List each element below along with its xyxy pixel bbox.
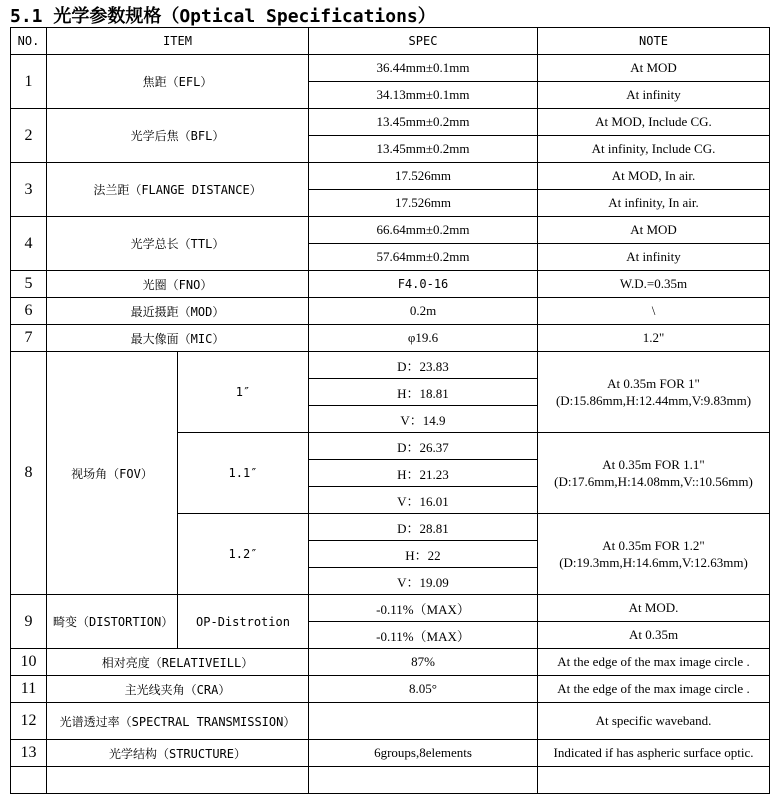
spec-cell: 13.45mm±0.2mm [309, 109, 538, 136]
spec-cell: V：19.09 [309, 568, 538, 595]
table-row [11, 767, 770, 794]
spec-cell: 13.45mm±0.2mm [309, 136, 538, 163]
item-cell: 畸变（DISTORTION） [47, 595, 178, 649]
spec-cell: -0.11%（MAX） [309, 622, 538, 649]
item-cell: 视场角（FOV） [47, 352, 178, 595]
note-cell: W.D.=0.35m [538, 271, 770, 298]
header-note: NOTE [538, 28, 770, 55]
spec-cell: 0.2m [309, 298, 538, 325]
table-row [11, 595, 770, 622]
row-number: 3 [11, 163, 47, 217]
spec-cell [309, 703, 538, 740]
row-number: 7 [11, 325, 47, 352]
item-cell: 光学结构（STRUCTURE） [47, 740, 309, 767]
note-cell [538, 767, 770, 794]
header-no: NO. [11, 28, 47, 55]
spec-cell: 34.13mm±0.1mm [309, 82, 538, 109]
table-row [11, 325, 770, 352]
table-row [11, 163, 770, 190]
item-cell: 法兰距（FLANGE DISTANCE） [47, 163, 309, 217]
spec-cell: V：16.01 [309, 487, 538, 514]
table-row [11, 55, 770, 82]
spec-cell: V：14.9 [309, 406, 538, 433]
optical-specifications-table [10, 27, 770, 794]
item-cell: 光谱透过率（SPECTRAL TRANSMISSION） [47, 703, 309, 740]
spec-cell: H：18.81 [309, 379, 538, 406]
table-header-row [11, 28, 770, 55]
spec-cell: 17.526mm [309, 163, 538, 190]
section-title: 5.1 光学参数规格（Optical Specifications） [10, 6, 436, 27]
note-cell: At MOD, Include CG. [538, 109, 770, 136]
note-line: (D:15.86mm,H:12.44mm,V:9.83mm) [555, 393, 752, 408]
note-cell: Indicated if has aspheric surface optic. [538, 740, 770, 767]
item-cell: 主光线夹角（CRA） [47, 676, 309, 703]
note-cell [538, 433, 770, 514]
note-cell: At the edge of the max image circle . [538, 649, 770, 676]
row-number: 2 [11, 109, 47, 163]
note-cell: At the edge of the max image circle . [538, 676, 770, 703]
note-cell: At 0.35m [538, 622, 770, 649]
row-number: 6 [11, 298, 47, 325]
row-number: 12 [11, 703, 47, 740]
table-row [11, 676, 770, 703]
note-line: (D:19.3mm,H:14.6mm,V:12.63mm) [559, 555, 748, 570]
row-number: 11 [11, 676, 47, 703]
header-spec: SPEC [309, 28, 538, 55]
table-row [11, 703, 770, 740]
row-number: 8 [11, 352, 47, 595]
item-cell: 最近摄距（MOD） [47, 298, 309, 325]
spec-cell: D：23.83 [309, 352, 538, 379]
note-line: At 0.35m FOR 1.1" [602, 457, 705, 472]
note-cell: At infinity, In air. [538, 190, 770, 217]
sub-item-cell: OP-Distrotion [178, 595, 309, 649]
item-cell: 光圈（FNO） [47, 271, 309, 298]
row-number: 4 [11, 217, 47, 271]
note-cell: At MOD, In air. [538, 163, 770, 190]
spec-cell: D：28.81 [309, 514, 538, 541]
note-cell: \ [538, 298, 770, 325]
spec-cell [309, 767, 538, 794]
note-cell [538, 352, 770, 433]
note-line: At 0.35m FOR 1.2" [602, 538, 705, 553]
note-cell: At infinity [538, 244, 770, 271]
note-line: At 0.35m FOR 1" [607, 376, 700, 391]
spec-cell: -0.11%（MAX） [309, 595, 538, 622]
item-cell [47, 767, 309, 794]
note-line: (D:17.6mm,H:14.08mm,V::10.56mm) [554, 474, 753, 489]
item-cell: 最大像面（MIC） [47, 325, 309, 352]
fov-size-cell: 1.1″ [178, 433, 309, 514]
note-cell: At MOD. [538, 595, 770, 622]
spec-cell: 87% [309, 649, 538, 676]
note-cell [538, 514, 770, 595]
spec-cell: 57.64mm±0.2mm [309, 244, 538, 271]
spec-cell: 66.64mm±0.2mm [309, 217, 538, 244]
spec-cell: 36.44mm±0.1mm [309, 55, 538, 82]
item-cell: 光学总长（TTL） [47, 217, 309, 271]
fov-size-cell: 1″ [178, 352, 309, 433]
header-item: ITEM [47, 28, 309, 55]
row-number: 1 [11, 55, 47, 109]
note-cell: At MOD [538, 55, 770, 82]
note-cell: At infinity [538, 82, 770, 109]
row-number: 5 [11, 271, 47, 298]
table-row [11, 740, 770, 767]
item-cell: 焦距（EFL） [47, 55, 309, 109]
row-number [11, 767, 47, 794]
note-cell: 1.2" [538, 325, 770, 352]
row-number: 9 [11, 595, 47, 649]
spec-cell: H：22 [309, 541, 538, 568]
row-number: 13 [11, 740, 47, 767]
spec-cell: 6groups,8elements [309, 740, 538, 767]
table-row [11, 298, 770, 325]
item-cell: 相对亮度（RELATIVEILL） [47, 649, 309, 676]
spec-cell: φ19.6 [309, 325, 538, 352]
spec-cell: F4.0-16 [309, 271, 538, 298]
table-row [11, 649, 770, 676]
table-row [11, 217, 770, 244]
item-cell: 光学后焦（BFL） [47, 109, 309, 163]
spec-cell: 8.05° [309, 676, 538, 703]
note-cell: At specific waveband. [538, 703, 770, 740]
note-cell: At MOD [538, 217, 770, 244]
spec-cell: D：26.37 [309, 433, 538, 460]
table-row [11, 352, 770, 379]
table-row [11, 109, 770, 136]
row-number: 10 [11, 649, 47, 676]
table-row [11, 271, 770, 298]
spec-cell: 17.526mm [309, 190, 538, 217]
fov-size-cell: 1.2″ [178, 514, 309, 595]
note-cell: At infinity, Include CG. [538, 136, 770, 163]
spec-cell: H：21.23 [309, 460, 538, 487]
